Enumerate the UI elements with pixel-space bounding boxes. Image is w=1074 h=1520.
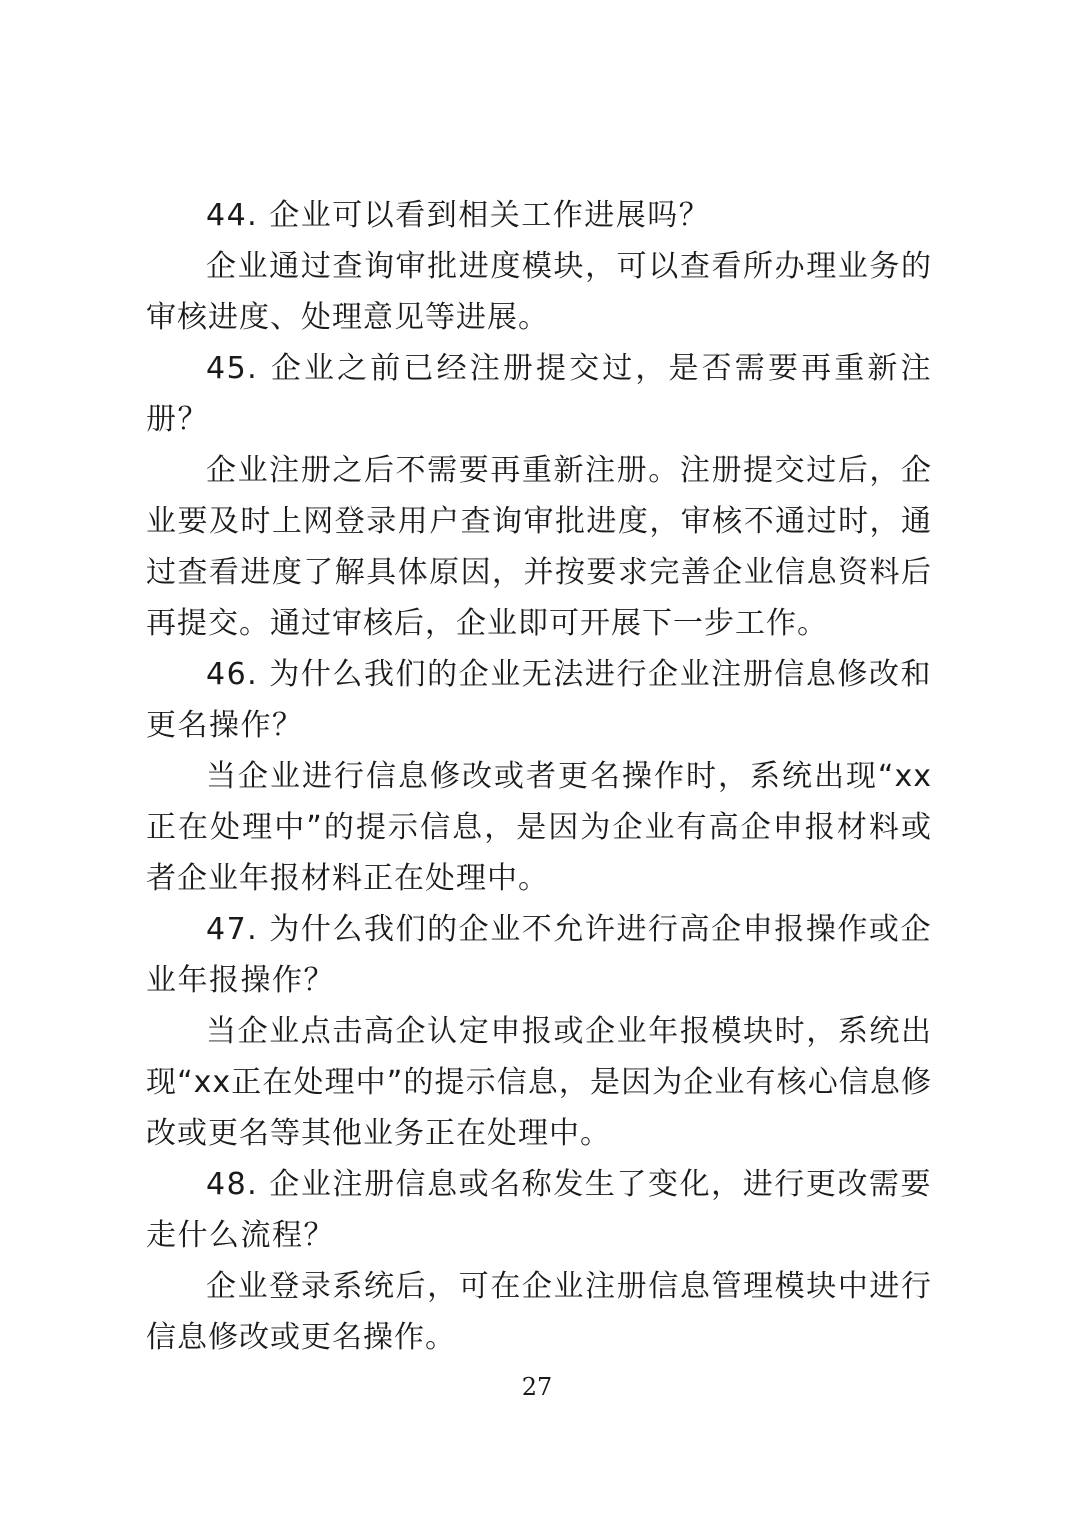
answer-45: 企业注册之后不需要再重新注册。注册提交过后，企业要及时上网登录用户查询审批进度，审核不通过时，通过查看进度了解具体原因，并按要求完善企业信息资料后再提交。通过审核后，企业即可开展下一步工作。	[146, 453, 932, 641]
page-number: 27	[521, 1373, 553, 1401]
document-body	[146, 190, 932, 1363]
question-48: 48. 企业注册信息或名称发生了变化，进行更改需要走什么流程？	[146, 1167, 932, 1253]
question-44: 44. 企业可以看到相关工作进展吗？	[206, 198, 711, 233]
answer-47: 当企业点击高企认定申报或企业年报模块时，系统出现“xx正在处理中”的提示信息，是因为企业有核心信息修改或更名等其他业务正在处理中。	[146, 1014, 932, 1151]
question-46: 46. 为什么我们的企业无法进行企业注册信息修改和更名操作？	[146, 657, 932, 743]
question-45: 45. 企业之前已经注册提交过，是否需要再重新注册？	[146, 351, 932, 437]
answer-46: 当企业进行信息修改或者更名操作时，系统出现“xx 正在处理中”的提示信息，是因为企业有高企申报材料或者企业年报材料正在处理中。	[146, 759, 932, 896]
question-47: 47. 为什么我们的企业不允许进行高企申报操作或企业年报操作？	[146, 912, 932, 998]
answer-44: 企业通过查询审批进度模块，可以查看所办理业务的审核进度、处理意见等进展。	[146, 249, 932, 335]
answer-48: 企业登录系统后，可在企业注册信息管理模块中进行信息修改或更名操作。	[146, 1269, 932, 1355]
